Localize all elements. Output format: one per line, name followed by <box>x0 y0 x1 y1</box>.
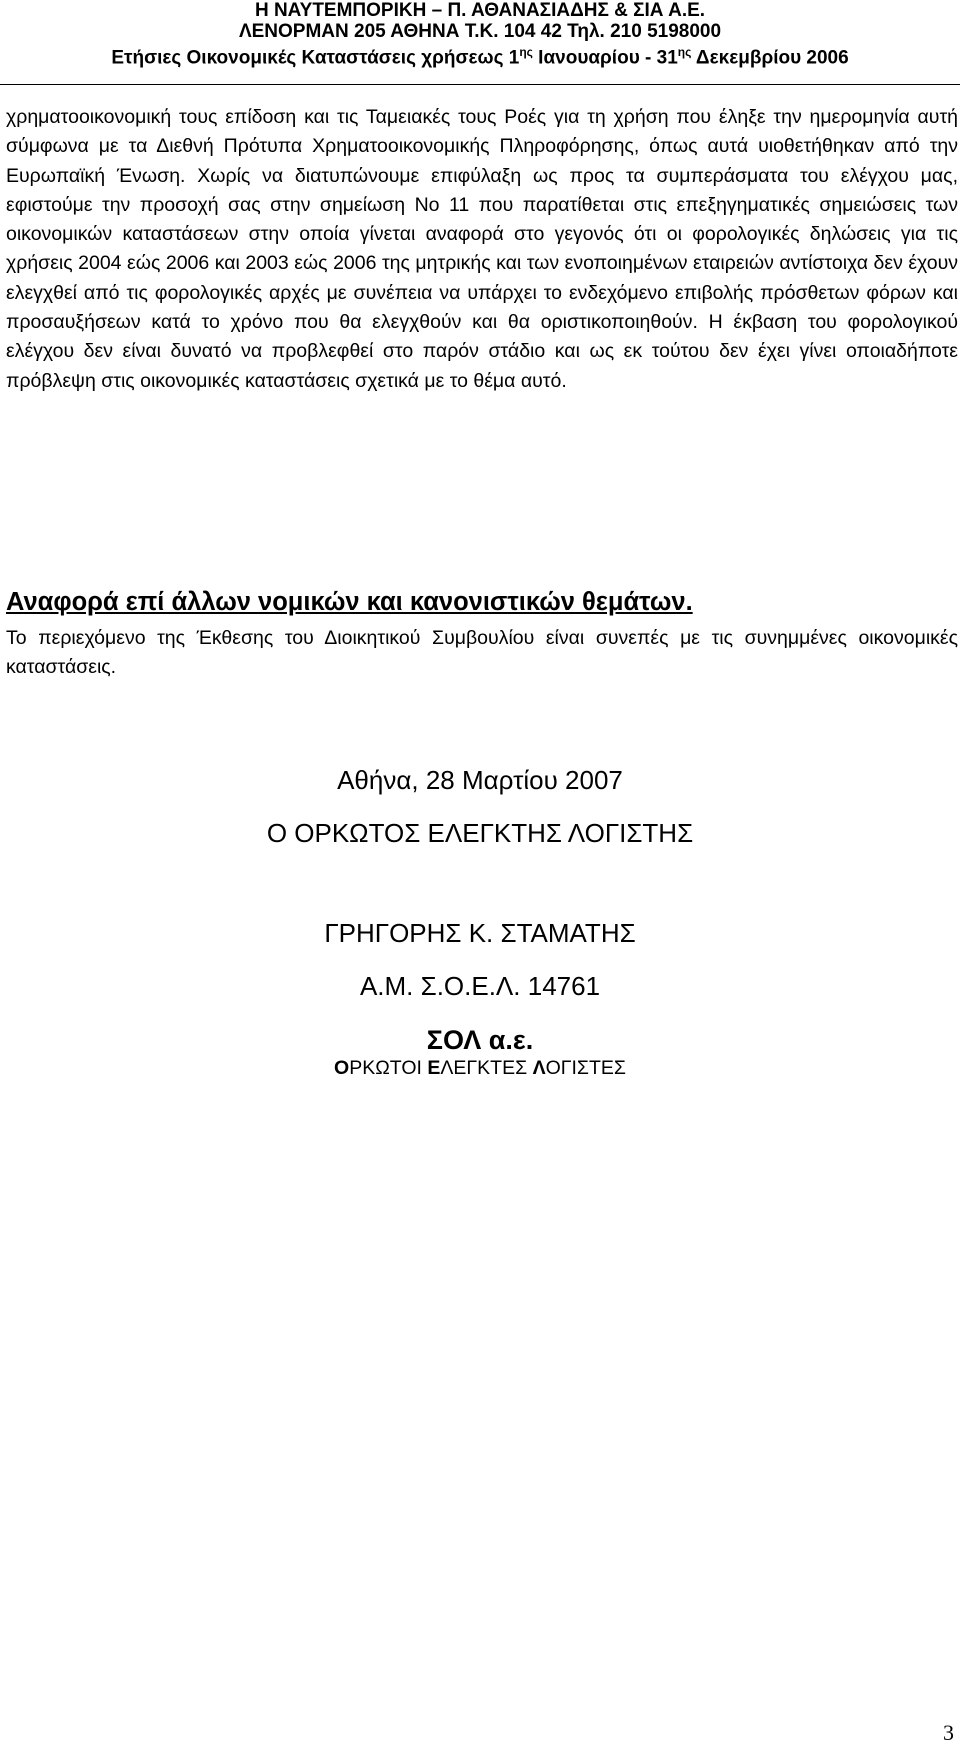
opinion-paragraph: χρηματοοικονομική τους επίδοση και τις Ταμειακές τους Ροές για τη χρήση που έληξε την ημερομηνία αυτή σύμφωνα με τα Διεθνή Πρότυπα Χρηματοοικονομικής Πληροφόρησης, όπως αυτά υιοθετήθηκαν από την Ευρωπαϊκή Ένωση. Χωρίς να διατυπώνουμε επιφύλαξη ως προς τα συμπεράσματα του ελέγχου μας, εφιστούμε την προσοχή σας στην σημείωση Νο 11 που παρατίθεται στις επεξηγηματικές σημειώσεις των οικονομικών καταστάσεων στην οποία γίνεται αναφορά στο γεγονός ότι οι φορολογικές δηλώσεις για τις χρήσεις 2004 εώς 2006 και 2003 εώς 2006 της μητρικής και των ενοποιημένων εταιρειών αντίστοιχα δεν έχουν ελεγχθεί από τις φορολογικές αρχές με συνέπεια να υπάρχει το ενδεχόμενο επιβολής πρόσθετων φόρων και προσαυξήσεων κατά το χρόνο που θα ελεγχθούν και θα οριστικοποιηθούν. Η έκβαση του φορολογικού ελέγχου δεν είναι δυνατό να προβλεφθεί στο παρόν στάδιο και ως εκ τούτου δεν έχει γίνει οποιαδήποτε πρόβλεψη στις οικονομικές καταστάσεις σχετικά με το θέμα αυτό. <box>6 106 958 392</box>
auditor-registration: Α.Μ. Σ.Ο.Ε.Λ. 14761 <box>359 971 601 1001</box>
place-date: Αθήνα, 28 Μαρτίου 2007 <box>337 765 623 795</box>
header-statements-period <box>0 42 960 68</box>
section-heading: Αναφορά επί άλλων νομικών και κανονιστικών θεμάτων. <box>6 588 693 616</box>
header-period-sup-1: ης <box>519 45 533 59</box>
document-header <box>0 0 960 68</box>
firm-sub-initial-2: Ε <box>427 1057 441 1079</box>
auditor-name: ΓΡΗΓΟΡΗΣ Κ. ΣΤΑΜΑΤΗΣ <box>324 918 636 948</box>
audit-firm-name: ΣΟΛ α.ε. <box>426 1025 534 1055</box>
audit-firm-subtitle <box>0 1057 960 1080</box>
header-period-text-c: Δεκεμβρίου 2006 <box>691 47 849 69</box>
header-company: Η ΝΑΥΤΕΜΠΟΡΙΚΗ – Π. ΑΘΑΝΑΣΙΑΔΗΣ & ΣΙΑ Α.Ε. <box>254 0 706 21</box>
header-period-sup-2: ης <box>677 45 692 59</box>
firm-sub-word-2: ΛΕΓΚΤΕΣ <box>440 1057 533 1079</box>
firm-sub-word-3: ΟΓΙΣΤΕΣ <box>545 1057 626 1079</box>
header-divider <box>0 84 960 85</box>
header-address: ΛΕΝΟΡΜΑΝ 205 ΑΘΗΝΑ Τ.Κ. 104 42 Τηλ. 210 5198000 <box>238 21 722 42</box>
page-number: 3 <box>943 1720 954 1745</box>
board-report-paragraph: Το περιεχόμενο της Έκθεσης του Διοικητικού Συμβουλίου είναι συνεπές με τις συνημμένες οικονομικές καταστάσεις. <box>6 627 958 679</box>
header-period-text-b: Ιανουαρίου - 31 <box>532 47 678 69</box>
header-period-text-a: Ετήσιες Οικονομικές Καταστάσεις χρήσεως 1 <box>111 47 520 69</box>
firm-sub-initial-3: Λ <box>532 1057 546 1079</box>
firm-sub-initial-1: Ο <box>334 1057 350 1079</box>
firm-sub-word-1: ΡΚΩΤΟΙ <box>349 1057 428 1079</box>
auditor-title: Ο ΟΡΚΩΤΟΣ ΕΛΕΓΚΤΗΣ ΛΟΓΙΣΤΗΣ <box>266 818 694 848</box>
